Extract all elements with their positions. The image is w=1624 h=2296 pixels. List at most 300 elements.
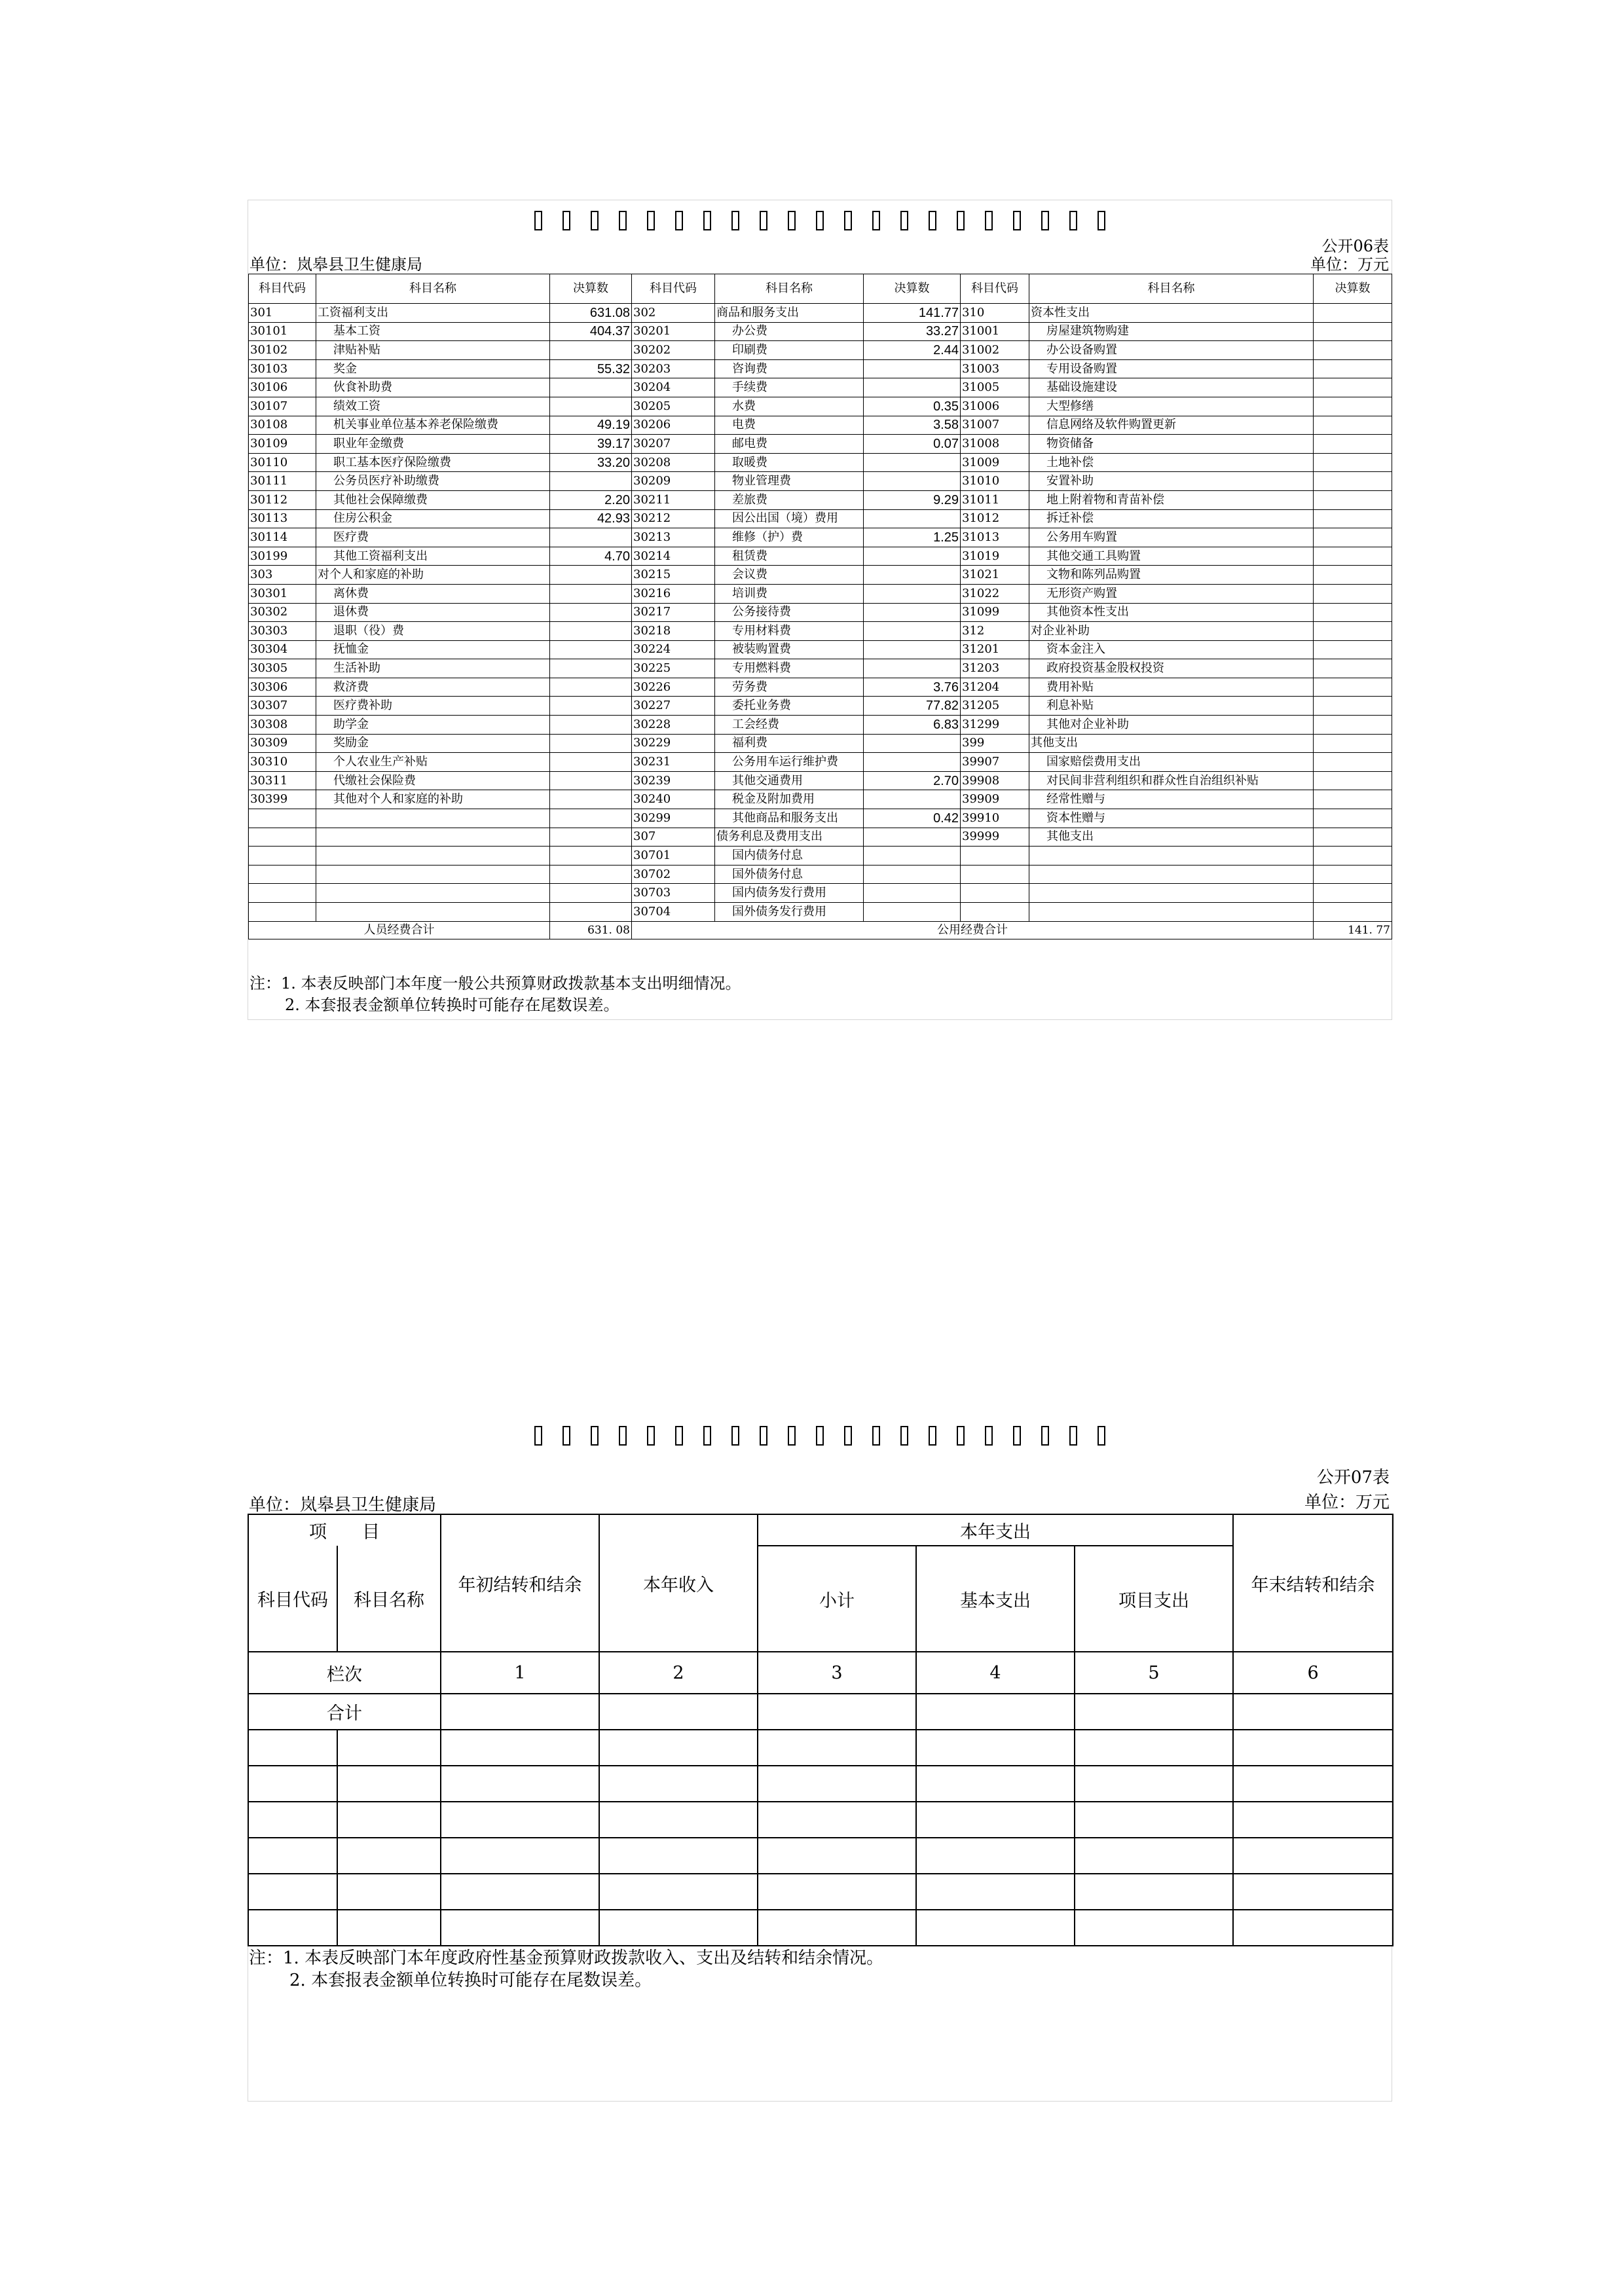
final-amount [864,622,961,641]
final-amount: 2.70 [864,771,961,790]
final-amount [550,378,632,397]
table1-row [249,359,1392,378]
subject-name: 公务接待费 [715,603,864,622]
final-amount: 3.76 [864,678,961,697]
final-amount: 2.20 [550,490,632,509]
subject-code: 302 [632,304,715,323]
subject-name: 国外债务付息 [715,865,864,884]
missing-glyph-box [619,1426,627,1446]
empty-cell [599,1802,758,1838]
subject-code: 30112 [249,490,316,509]
empty-cell [599,1838,758,1874]
subject-name: 国家赔偿费用支出 [1029,753,1314,772]
table1-row [249,547,1392,566]
missing-glyph-box [1013,1426,1021,1446]
table1-row [249,322,1392,341]
table2-empty-row [248,1838,1393,1874]
subject-name: 资本金注入 [1029,640,1314,659]
subject-code [249,903,316,922]
final-amount [1314,640,1392,659]
subject-name [316,809,550,828]
final-amount [550,809,632,828]
final-amount [864,753,961,772]
subject-code: 30206 [632,416,715,435]
subject-name: 机关事业单位基本养老保险缴费 [316,416,550,435]
subject-code: 31203 [961,659,1029,678]
subject-code: 30303 [249,622,316,641]
missing-glyph-box [985,211,993,230]
subject-name: 基本工资 [316,322,550,341]
subject-name: 奖金 [316,359,550,378]
final-amount [550,341,632,360]
missing-glyph-box [788,211,796,230]
final-amount [864,640,961,659]
subject-code: 30211 [632,490,715,509]
table1-row [249,828,1392,847]
subject-name [1029,847,1314,866]
final-amount [864,847,961,866]
table2-grid [248,1514,1393,1946]
final-amount [1314,322,1392,341]
subject-name: 退职（役）费 [316,622,550,641]
empty-cell [1075,1874,1233,1910]
subject-name: 救济费 [316,678,550,697]
closing-balance-header: 年末结转和结余 [1233,1514,1393,1652]
subject-code: 31019 [961,547,1029,566]
subject-name: 委托业务费 [715,697,864,716]
subject-code [249,809,316,828]
subject-code: 30199 [249,547,316,566]
subject-name: 土地补偿 [1029,453,1314,472]
subject-name: 专用燃料费 [715,659,864,678]
empty-cell [758,1874,916,1910]
subject-name: 个人农业生产补贴 [316,753,550,772]
final-amount [864,509,961,528]
subject-name [316,903,550,922]
subject-code: 31009 [961,453,1029,472]
empty-cell [248,1766,337,1802]
table1-row [249,304,1392,323]
subject-name: 其他对个人和家庭的补助 [316,790,550,809]
subject-code: 39907 [961,753,1029,772]
empty-cell [337,1838,441,1874]
subject-code [249,884,316,903]
subject-code: 30213 [632,528,715,547]
subject-name: 政府投资基金股权投资 [1029,659,1314,678]
subject-code [961,903,1029,922]
subject-name: 国外债务发行费用 [715,903,864,922]
subject-code: 31008 [961,435,1029,454]
missing-glyph-box [816,211,824,230]
public-total-label: 公用经费合计 [632,921,1314,939]
final-amount [864,884,961,903]
missing-glyph-box [563,211,570,230]
table1-row [249,734,1392,753]
table1-row [249,490,1392,509]
col-header: 决算数 [550,274,632,304]
table2-header-row-1 [248,1514,1393,1546]
missing-glyph-box [929,1426,936,1446]
missing-glyph-box [957,211,965,230]
col-header: 科目代码 [249,274,316,304]
empty-cell [916,1874,1075,1910]
subject-name: 奖励金 [316,734,550,753]
subject-code: 30302 [249,603,316,622]
final-amount [550,397,632,416]
final-amount [550,472,632,491]
subject-code-header: 科目代码 [248,1546,337,1652]
table1-grid [248,274,1392,939]
missing-glyph-box [647,1426,655,1446]
final-amount [1314,734,1392,753]
subject-name: 房屋建筑物购建 [1029,322,1314,341]
subject-code: 31201 [961,640,1029,659]
subject-name: 费用补贴 [1029,678,1314,697]
subject-code: 31011 [961,490,1029,509]
empty-cell [441,1910,599,1946]
table1-header-row [249,274,1392,304]
empty-cell [1233,1838,1393,1874]
subject-code: 39910 [961,809,1029,828]
subject-name: 手续费 [715,378,864,397]
table1-unit-left: 单位：岚皋县卫生健康局 [249,255,422,274]
table1-row [249,435,1392,454]
total-label: 合计 [248,1694,441,1730]
subject-code [249,847,316,866]
empty-cell [248,1874,337,1910]
subject-name: 维修（护）费 [715,528,864,547]
subject-code: 30307 [249,697,316,716]
final-amount [1314,865,1392,884]
subject-code: 30310 [249,753,316,772]
empty-cell [758,1766,916,1802]
table1-row [249,847,1392,866]
final-amount [864,566,961,585]
final-amount [1314,304,1392,323]
subject-code: 30224 [632,640,715,659]
table1-row [249,509,1392,528]
final-amount [1314,828,1392,847]
missing-glyph-box [844,211,852,230]
final-amount [550,753,632,772]
empty-cell [441,1874,599,1910]
subject-code: 30305 [249,659,316,678]
subject-code [961,847,1029,866]
table1-row [249,416,1392,435]
subject-name: 被装购置费 [715,640,864,659]
final-amount: 404.37 [550,322,632,341]
year-income-header: 本年收入 [599,1514,758,1652]
subject-name: 其他支出 [1029,734,1314,753]
table1-row [249,566,1392,585]
table1-note-1: 注：1. 本表反映部门本年度一般公共预算财政拨款基本支出明细情况。 [249,974,741,993]
final-amount: 0.42 [864,809,961,828]
final-amount: 9.29 [864,490,961,509]
missing-glyph-box [957,1426,965,1446]
subject-name: 文物和陈列品购置 [1029,566,1314,585]
subject-code: 30301 [249,584,316,603]
final-amount [1314,359,1392,378]
subject-name: 电费 [715,416,864,435]
subject-code: 30208 [632,453,715,472]
final-amount [550,640,632,659]
subject-name: 信息网络及软件购置更新 [1029,416,1314,435]
subject-code: 30304 [249,640,316,659]
final-amount [550,528,632,547]
table2-form-number: 公开07表 [1316,1468,1390,1487]
subject-name: 经常性赠与 [1029,790,1314,809]
final-amount: 141.77 [864,304,961,323]
empty-cell [1075,1766,1233,1802]
table2-empty-row [248,1766,1393,1802]
subject-code: 301 [249,304,316,323]
subject-name: 因公出国（境）费用 [715,509,864,528]
final-amount: 631.08 [550,304,632,323]
empty-cell [1233,1874,1393,1910]
subject-name: 基础设施建设 [1029,378,1314,397]
lanci-cell: 3 [758,1652,916,1694]
table1-row [249,809,1392,828]
missing-glyph-box [985,1426,993,1446]
opening-balance-header: 年初结转和结余 [441,1514,599,1652]
final-amount [864,472,961,491]
lanci-cell: 5 [1075,1652,1233,1694]
missing-glyph-box [675,1426,683,1446]
subject-name: 资本性赠与 [1029,809,1314,828]
final-amount [550,566,632,585]
final-amount [864,359,961,378]
subject-code: 39908 [961,771,1029,790]
subject-name: 培训费 [715,584,864,603]
subject-code: 307 [632,828,715,847]
subject-name: 职工基本医疗保险缴费 [316,453,550,472]
subject-name [316,865,550,884]
final-amount [1314,584,1392,603]
subject-code: 30205 [632,397,715,416]
subject-name: 对企业补助 [1029,622,1314,641]
subject-code: 30226 [632,678,715,697]
final-amount [1314,397,1392,416]
table1-row [249,716,1392,735]
missing-glyph-box [591,211,599,230]
table1-row [249,865,1392,884]
subject-code: 31099 [961,603,1029,622]
missing-glyph-box [900,211,908,230]
subject-code: 31013 [961,528,1029,547]
table1-row [249,678,1392,697]
missing-glyph-box [731,211,739,230]
final-amount [864,659,961,678]
lanci-cell: 4 [916,1652,1075,1694]
final-amount [550,884,632,903]
subject-code: 30103 [249,359,316,378]
final-amount [1314,547,1392,566]
empty-cell [916,1910,1075,1946]
final-amount: 33.27 [864,322,961,341]
subject-code: 30202 [632,341,715,360]
subject-name: 利息补贴 [1029,697,1314,716]
subject-name: 税金及附加费用 [715,790,864,809]
subject-name: 其他支出 [1029,828,1314,847]
table2-note-2: 2. 本套报表金额单位转换时可能存在尾数误差。 [289,1971,652,1990]
missing-glyph-box [760,1426,767,1446]
empty-cell [1075,1838,1233,1874]
table2-title-placeholder-glyphs [248,1421,1392,1451]
table1-row [249,790,1392,809]
subject-name: 会议费 [715,566,864,585]
empty-cell [758,1694,916,1730]
project-header: 项 目 [248,1514,441,1546]
table1-row [249,341,1392,360]
subject-code: 31001 [961,322,1029,341]
empty-cell [337,1910,441,1946]
subject-code: 30114 [249,528,316,547]
final-amount [1314,435,1392,454]
table1-row [249,771,1392,790]
lanci-label: 栏次 [248,1652,441,1694]
subject-code: 30311 [249,771,316,790]
table1-row [249,378,1392,397]
subject-name [316,847,550,866]
empty-cell [758,1838,916,1874]
final-amount: 0.07 [864,435,961,454]
subject-name: 其他交通费用 [715,771,864,790]
final-amount [1314,771,1392,790]
subject-code: 30308 [249,716,316,735]
subject-name: 其他社会保障缴费 [316,490,550,509]
final-amount [1314,566,1392,585]
empty-cell [599,1910,758,1946]
empty-cell [337,1874,441,1910]
subject-name: 取暖费 [715,453,864,472]
table1-row [249,753,1392,772]
final-amount [864,603,961,622]
subject-name: 租赁费 [715,547,864,566]
subject-code: 30113 [249,509,316,528]
year-spending-header: 本年支出 [758,1514,1233,1546]
missing-glyph-box [816,1426,824,1446]
table2-unit-left: 单位：岚皋县卫生健康局 [249,1495,437,1515]
final-amount [1314,453,1392,472]
empty-cell [248,1730,337,1766]
empty-cell [1233,1694,1393,1730]
empty-cell [441,1766,599,1802]
subject-name: 其他交通工具购置 [1029,547,1314,566]
subject-name: 其他对企业补助 [1029,716,1314,735]
subject-name: 其他商品和服务支出 [715,809,864,828]
subject-code: 30215 [632,566,715,585]
missing-glyph-box [1041,1426,1049,1446]
subject-code: 30108 [249,416,316,435]
basic-expenditure-table-section [248,200,1392,1020]
final-amount [550,790,632,809]
subject-name [1029,884,1314,903]
subject-name: 无形资产购置 [1029,584,1314,603]
table1-note-2: 2. 本套报表金额单位转换时可能存在尾数误差。 [285,996,619,1014]
final-amount [550,828,632,847]
table1-form-number: 公开06表 [1321,237,1389,255]
final-amount [550,584,632,603]
missing-glyph-box [1069,211,1077,230]
lanci-cell: 1 [441,1652,599,1694]
final-amount [550,603,632,622]
empty-cell [758,1730,916,1766]
subject-code: 312 [961,622,1029,641]
subject-code: 30110 [249,453,316,472]
subject-name: 医疗费补助 [316,697,550,716]
final-amount: 33.20 [550,453,632,472]
final-amount [550,697,632,716]
subject-code: 30203 [632,359,715,378]
missing-glyph-box [647,211,655,230]
table1-totals-row [249,921,1392,939]
subject-code: 30214 [632,547,715,566]
subject-code: 30231 [632,753,715,772]
missing-glyph-box [619,211,627,230]
final-amount: 3.58 [864,416,961,435]
subject-code: 30209 [632,472,715,491]
table1-row [249,622,1392,641]
final-amount [1314,472,1392,491]
final-amount: 49.19 [550,416,632,435]
subject-code: 30106 [249,378,316,397]
table2-notes [249,1947,883,1992]
missing-glyph-box [675,211,683,230]
final-amount: 2.44 [864,341,961,360]
missing-glyph-box [534,1426,542,1446]
subject-code: 30240 [632,790,715,809]
subject-code: 30703 [632,884,715,903]
missing-glyph-box [900,1426,908,1446]
table1-row [249,884,1392,903]
subject-name: 助学金 [316,716,550,735]
subject-name: 离休费 [316,584,550,603]
subject-code: 30111 [249,472,316,491]
empty-cell [441,1802,599,1838]
subject-name: 对个人和家庭的补助 [316,566,550,585]
final-amount [1314,790,1392,809]
col-header: 决算数 [864,274,961,304]
table2-empty-row [248,1802,1393,1838]
subject-name: 印刷费 [715,341,864,360]
empty-cell [1075,1910,1233,1946]
subject-name: 地上附着物和青苗补偿 [1029,490,1314,509]
subject-code: 31012 [961,509,1029,528]
col-header: 科目代码 [632,274,715,304]
missing-glyph-box [703,1426,711,1446]
table1-row [249,397,1392,416]
subject-name: 劳务费 [715,678,864,697]
missing-glyph-box [591,1426,599,1446]
empty-cell [758,1802,916,1838]
empty-cell [599,1766,758,1802]
subject-code: 31204 [961,678,1029,697]
empty-cell [599,1694,758,1730]
empty-cell [1233,1802,1393,1838]
subject-name: 伙食补助费 [316,378,550,397]
subject-name: 差旅费 [715,490,864,509]
subject-code: 39999 [961,828,1029,847]
final-amount [1314,659,1392,678]
subject-name: 国内债务付息 [715,847,864,866]
table2-header-row-2 [248,1546,1393,1652]
final-amount: 4.70 [550,547,632,566]
subject-name: 国内债务发行费用 [715,884,864,903]
subject-code: 30239 [632,771,715,790]
subject-name: 办公设备购置 [1029,341,1314,360]
subject-name: 住房公积金 [316,509,550,528]
subject-name: 债务利息及费用支出 [715,828,864,847]
